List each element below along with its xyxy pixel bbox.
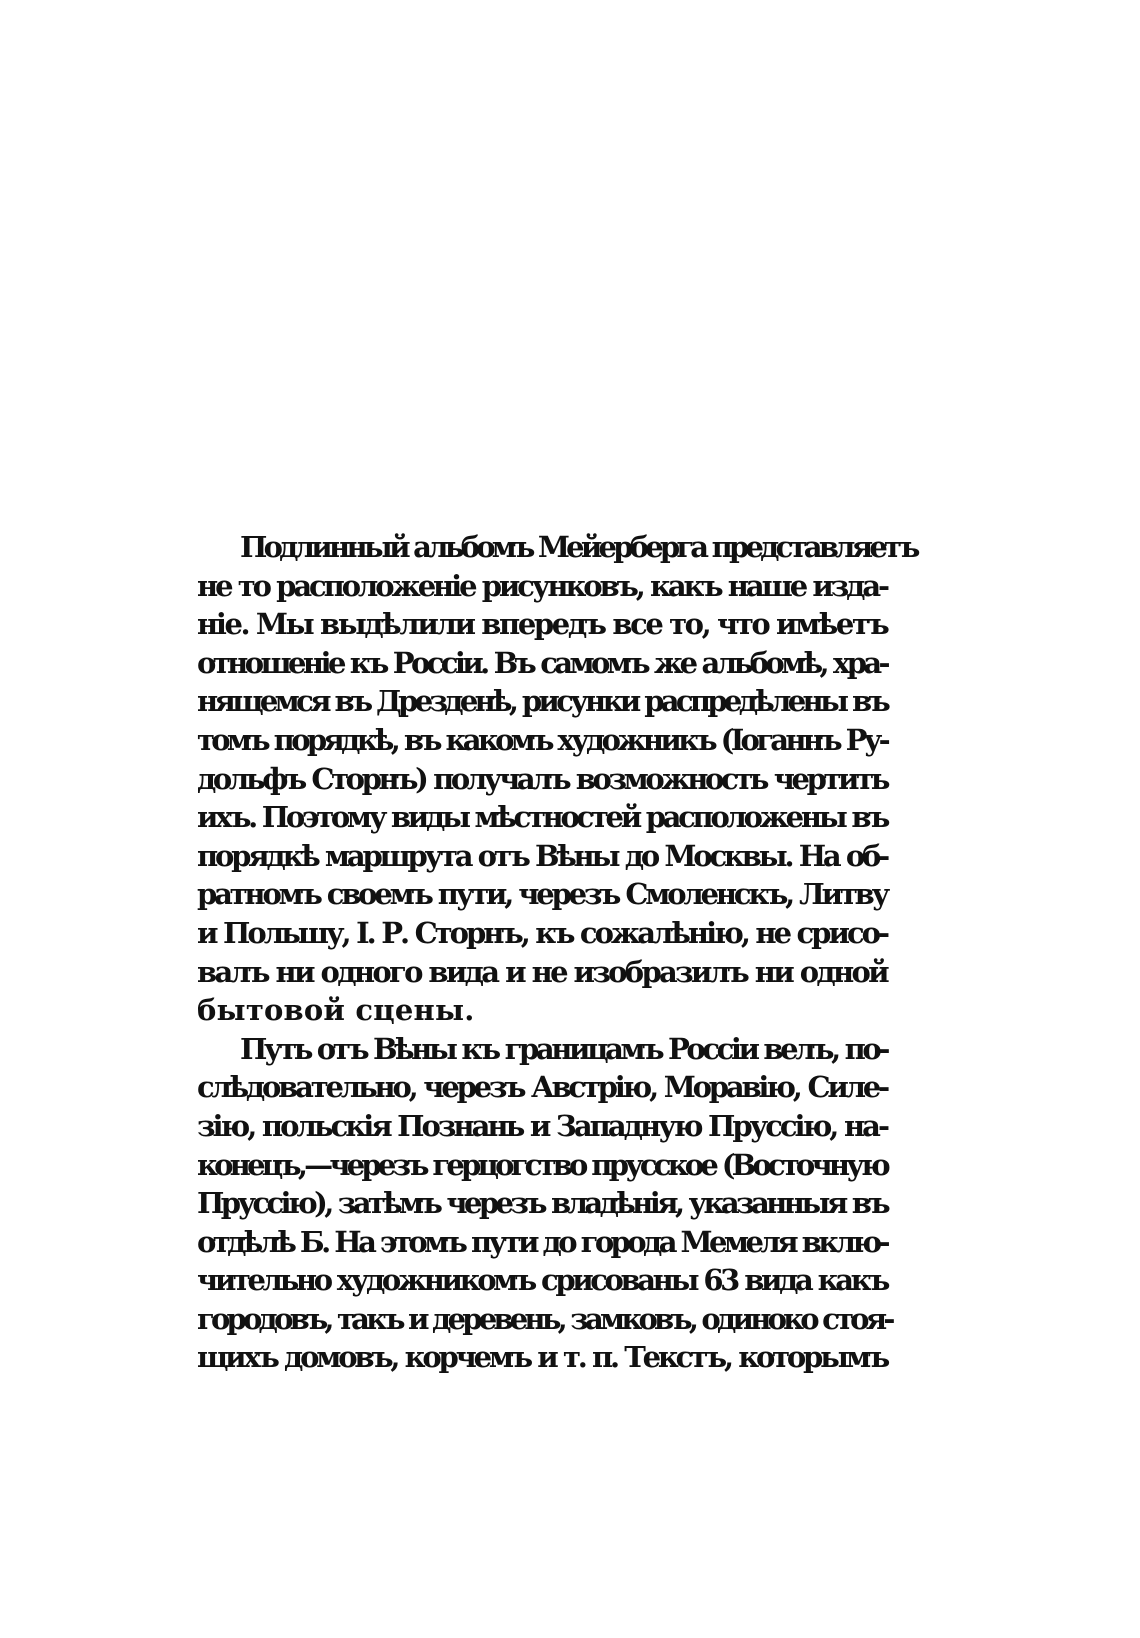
body-text — [197, 528, 917, 1377]
text-line: порядкѣ маршрута отъ Вѣны до Москвы. На об- — [197, 838, 887, 873]
text-line: отдѣлѣ Б. На этомъ пути до города Мемеля вклю- — [197, 1224, 887, 1259]
text-line: городовъ, такъ и деревень, замковъ, одиноко стоя- — [197, 1301, 892, 1336]
text-line: конецъ,—черезъ герцогство прусское (Восточную — [197, 1147, 887, 1182]
text-line: Подлинный альбомъ Мейерберга представляетъ — [240, 530, 917, 564]
text-line: Пруссію), затѣмъ черезъ владѣнія, указанныя въ — [197, 1186, 887, 1221]
paragraph-2 — [197, 1030, 892, 1377]
text-line: валъ ни одного вида и не изобразилъ ни одной — [197, 954, 887, 989]
text-line: зію, польскія Познань и Западную Пруссію, на- — [197, 1108, 887, 1143]
text-line: отношеніе къ Россіи. Въ самомъ же альбомѣ, хра- — [197, 645, 887, 680]
text-line: нящемся въ Дрезденѣ, рисунки распредѣлены въ — [197, 684, 887, 719]
text-line: дольфъ Сторнъ) получалъ возможность чертить — [197, 761, 887, 796]
text-line: ихъ. Поэтому виды мѣстностей расположены въ — [197, 800, 888, 835]
text-line: бытовой сцены. — [197, 993, 475, 1028]
text-line: чительно художникомъ срисованы 63 вида какъ — [197, 1263, 887, 1298]
text-line: ніе. Мы выдѣлили впередъ все то, что имѣетъ — [197, 607, 888, 642]
text-line: слѣдовательно, черезъ Австрію, Моравію, Силе- — [197, 1070, 887, 1105]
text-line: не то расположеніе рисунковъ, какъ наше изда- — [197, 568, 887, 603]
text-line: и Польшу, І. Р. Сторнъ, къ сожалѣнію, не срисо- — [197, 915, 887, 950]
text-line: ратномъ своемъ пути, черезъ Смоленскъ, Литву — [197, 877, 887, 912]
text-line: Путь отъ Вѣны къ границамъ Россіи велъ, по- — [240, 1031, 887, 1066]
text-line: томъ порядкѣ, въ какомъ художникъ (Іоганнъ Ру- — [197, 722, 887, 757]
text-line: щихъ домовъ, корчемъ и т. п. Текстъ, которымъ — [197, 1340, 887, 1375]
paragraph-1 — [197, 528, 917, 1030]
